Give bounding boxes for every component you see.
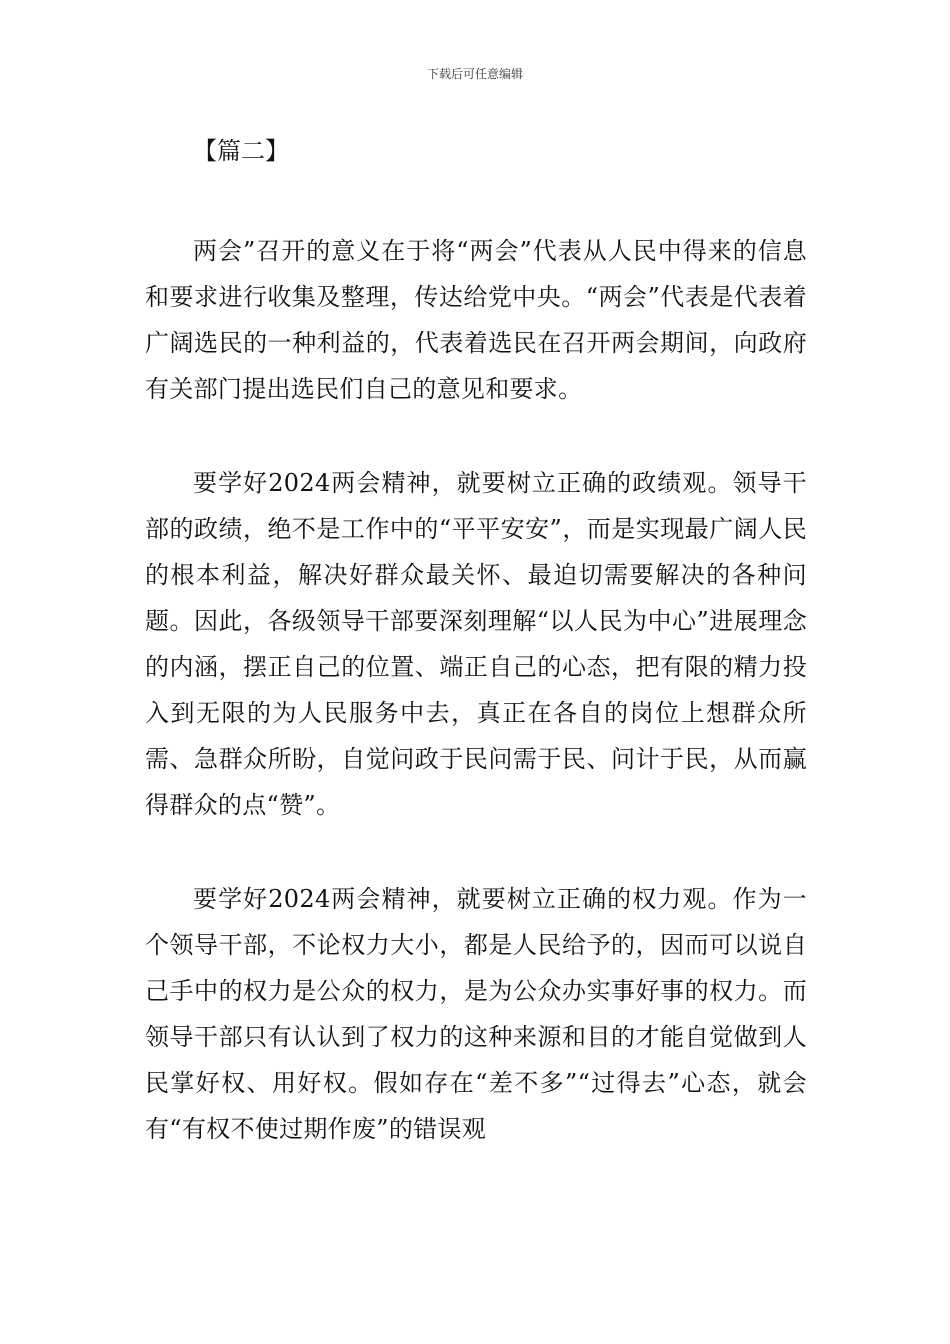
- page-header: 下载后可任意编辑: [426, 67, 523, 81]
- paragraph-2: 要学好2024两会精神，就要树立正确的政绩观。领导干部的政绩，绝不是工作中的“平平安安”，而是实现最广阔人民的根本利益，解决好群众最关怀、最迫切需要解决的各种问题。因此，各级领导干部要深刻理解“以人民为中心”进展理念的内涵，摆正自己的位置、端正自己的心态，把有限的精力投入到无限的为人民服务中去，真正在各自的岗位上想群众所需、急群众所盼，自觉问政于民问需于民、问计于民，从而赢得群众的点“赞”。: [145, 469, 807, 819]
- paragraph-3: 要学好2024两会精神，就要树立正确的权力观。作为一个领导干部，不论权力大小，都是人民给予的，因而可以说自己手中的权力是公众的权力，是为公众办实事好事的权力。而领导干部只有认认到了权力的这种来源和目的才能自觉做到人民掌好权、用好权。假如存在“差不多”“过得去”心态，就会有“有权不使过期作废”的错误观: [145, 885, 807, 1143]
- paragraph-1: 两会”召开的意义在于将“两会”代表从人民中得来的信息和要求进行收集及整理，传达给党中央。“两会”代表是代表着广阔选民的一种利益的，代表着选民在召开两会期间，向政府有关部门提出选民们自己的意见和要求。: [145, 237, 807, 403]
- section-heading: 【篇二】: [193, 137, 289, 165]
- document-body: [145, 128, 807, 1152]
